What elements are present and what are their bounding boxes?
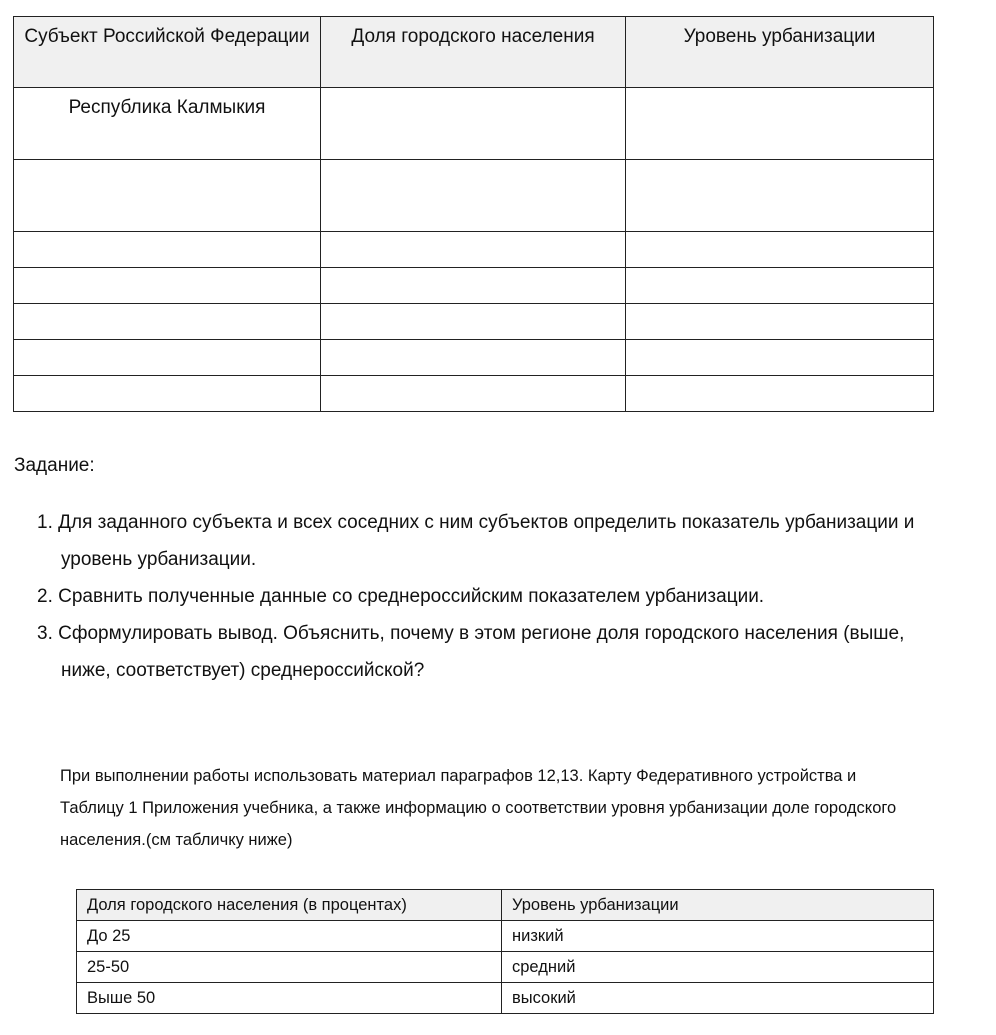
table-row <box>14 232 934 268</box>
table-row <box>77 921 934 952</box>
table-row <box>77 952 934 983</box>
table-cell[interactable] <box>321 268 626 304</box>
table-cell: До 25 <box>77 921 502 952</box>
table-cell: низкий <box>502 921 934 952</box>
table-row <box>77 983 934 1014</box>
urbanization-table <box>13 16 934 412</box>
table-cell[interactable] <box>626 232 934 268</box>
table-cell: Выше 50 <box>77 983 502 1014</box>
table-row <box>14 88 934 160</box>
table-cell: 25-50 <box>77 952 502 983</box>
table-header-row <box>77 890 934 921</box>
table-cell[interactable] <box>321 88 626 160</box>
table-cell[interactable] <box>14 304 321 340</box>
table-row <box>14 376 934 412</box>
table-cell[interactable]: Республика Калмыкия <box>14 88 321 160</box>
task-item: 3. Сформулировать вывод. Объяснить, почему в этом регионе доля городского населения (выше, ниже, соответствует) среднероссийской? <box>37 623 905 681</box>
header-subject: Субъект Российской Федерации <box>14 17 321 88</box>
table-cell[interactable] <box>626 88 934 160</box>
table-header-row <box>14 17 934 88</box>
table-cell[interactable] <box>626 268 934 304</box>
task-item: 2. Сравнить полученные данные со среднероссийским показателем урбанизации. <box>37 586 765 607</box>
header-urban-share-percent: Доля городского населения (в процентах) <box>77 890 502 921</box>
table-cell: высокий <box>502 983 934 1014</box>
table-cell[interactable] <box>321 232 626 268</box>
table-row <box>14 160 934 232</box>
instructions-note: При выполнении работы использовать материал параграфов 12,13. Карту Федеративного устройства и Таблицу 1 Приложения учебника, а также информацию о соответствии уровня урбанизации доле городского населения.(см табличку ниже) <box>60 767 897 849</box>
header-urban-share: Доля городского населения <box>321 17 626 88</box>
reference-table <box>76 889 934 1014</box>
table-cell[interactable] <box>626 160 934 232</box>
table-row <box>14 304 934 340</box>
task-item: 1. Для заданного субъекта и всех соседних с ним субъектов определить показатель урбанизации и уровень урбанизации. <box>37 512 915 570</box>
table-cell[interactable] <box>321 304 626 340</box>
table-cell[interactable] <box>14 376 321 412</box>
table-cell: средний <box>502 952 934 983</box>
table-cell[interactable] <box>14 268 321 304</box>
table-cell[interactable] <box>14 232 321 268</box>
task-heading: Задание: <box>14 455 95 476</box>
table-cell[interactable] <box>321 340 626 376</box>
task-list <box>37 504 937 689</box>
table-cell[interactable] <box>626 304 934 340</box>
table-cell[interactable] <box>321 376 626 412</box>
table-row <box>14 268 934 304</box>
header-urbanization-level: Уровень урбанизации <box>502 890 934 921</box>
header-urbanization-level: Уровень урбанизации <box>626 17 934 88</box>
table-cell[interactable] <box>14 160 321 232</box>
table-cell[interactable] <box>14 340 321 376</box>
table-row <box>14 340 934 376</box>
table-cell[interactable] <box>626 376 934 412</box>
table-cell[interactable] <box>321 160 626 232</box>
table-cell[interactable] <box>626 340 934 376</box>
